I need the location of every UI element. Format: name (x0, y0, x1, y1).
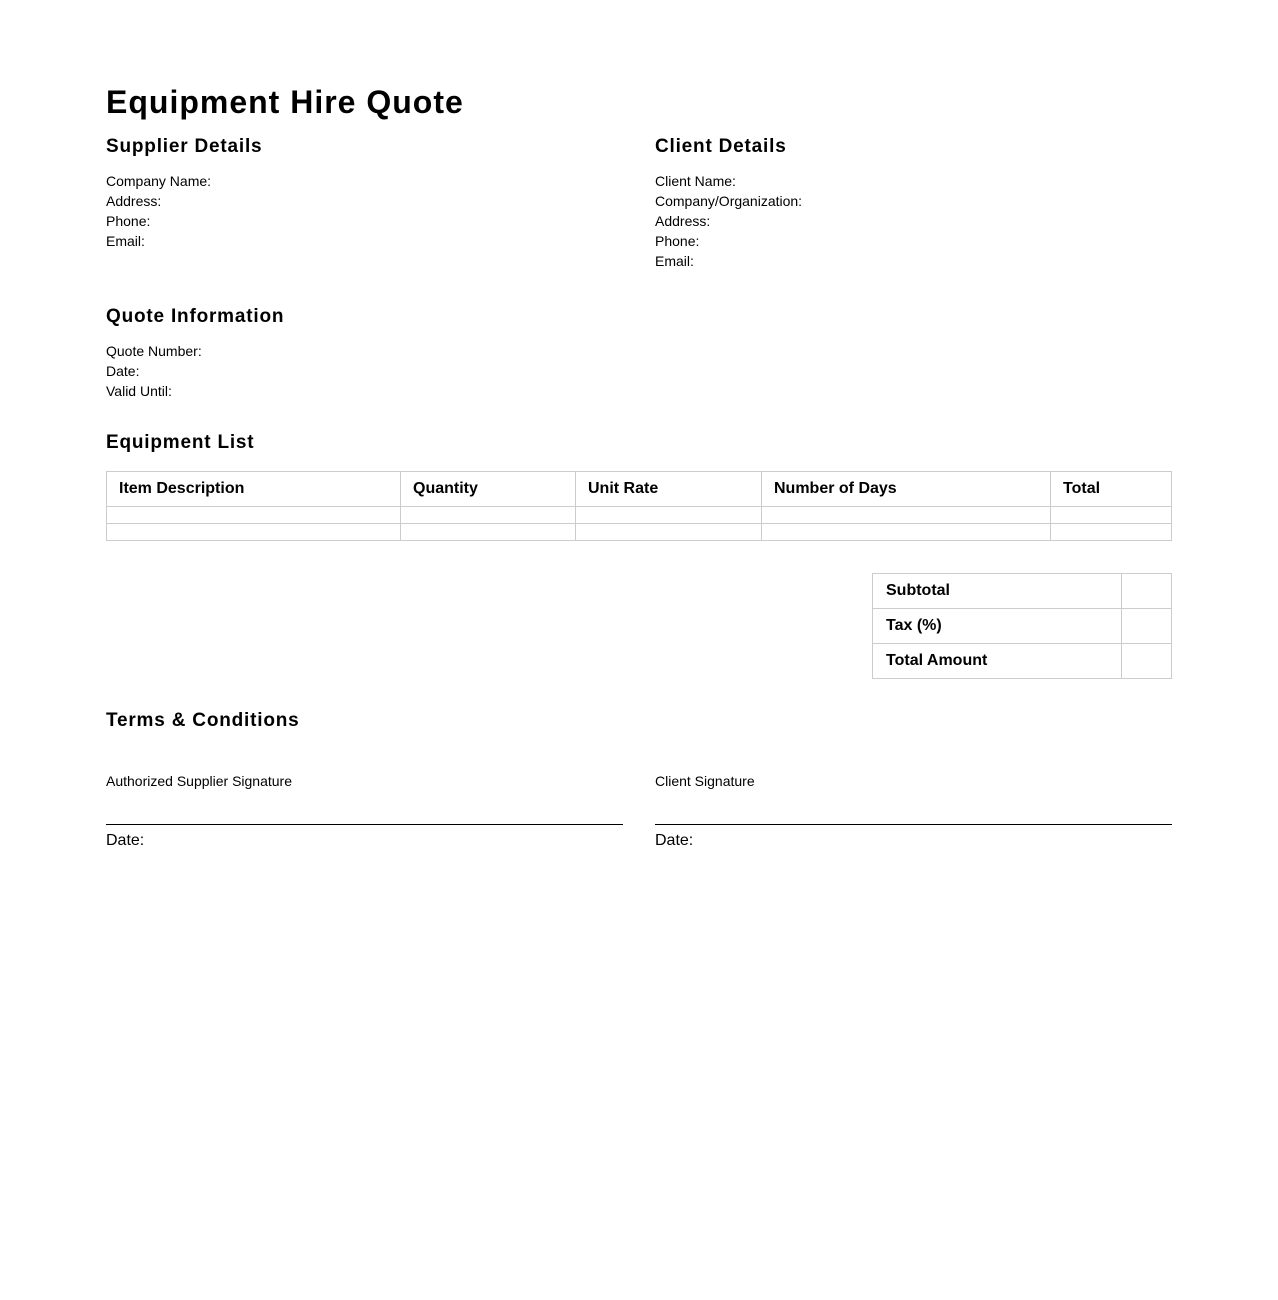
quote-information-section (106, 305, 626, 401)
cell-unit-rate[interactable] (576, 507, 762, 524)
total-amount-value[interactable] (1122, 644, 1172, 679)
supplier-signature-label: Authorized Supplier Signature (106, 773, 293, 789)
equipment-list-heading: Equipment List (106, 432, 255, 453)
cell-item-description[interactable] (107, 524, 401, 541)
client-signature-line[interactable] (655, 824, 1172, 825)
cell-item-description[interactable] (107, 507, 401, 524)
cell-unit-rate[interactable] (576, 524, 762, 541)
cell-total[interactable] (1051, 507, 1172, 524)
supplier-company-name-label: Company Name: (106, 173, 212, 189)
column-number-of-days: Number of Days (762, 472, 1051, 507)
quote-date-label: Date: (106, 363, 140, 379)
totals-table (872, 573, 1172, 679)
subtotal-label: Subtotal (873, 574, 1122, 609)
column-item-description: Item Description (107, 472, 401, 507)
page-title: Equipment Hire Quote (106, 84, 464, 120)
equipment-list-section (106, 431, 254, 455)
total-amount-row (873, 644, 1172, 679)
cell-quantity[interactable] (401, 507, 576, 524)
terms-section (106, 709, 300, 733)
cell-number-of-days[interactable] (762, 524, 1051, 541)
subtotal-row (873, 574, 1172, 609)
terms-heading: Terms & Conditions (106, 710, 300, 731)
client-signature-label: Client Signature (655, 773, 755, 789)
table-row (107, 524, 1172, 541)
client-address-label: Address: (655, 213, 711, 229)
supplier-email-label: Email: (106, 233, 145, 249)
column-total: Total (1051, 472, 1172, 507)
column-unit-rate: Unit Rate (576, 472, 762, 507)
table-row (107, 507, 1172, 524)
tax-value[interactable] (1122, 609, 1172, 644)
client-details-heading: Client Details (655, 136, 787, 157)
cell-quantity[interactable] (401, 524, 576, 541)
client-phone-label: Phone: (655, 233, 700, 249)
client-name-label: Client Name: (655, 173, 736, 189)
supplier-signature-block (106, 771, 623, 851)
supplier-signature-line[interactable] (106, 824, 623, 825)
cell-total[interactable] (1051, 524, 1172, 541)
subtotal-value[interactable] (1122, 574, 1172, 609)
table-header-row (107, 472, 1172, 507)
tax-row (873, 609, 1172, 644)
cell-number-of-days[interactable] (762, 507, 1051, 524)
total-amount-label: Total Amount (873, 644, 1122, 679)
client-signature-block (655, 771, 1172, 851)
supplier-date-label: Date: (106, 832, 145, 849)
quote-information-heading: Quote Information (106, 306, 285, 327)
client-company-label: Company/Organization: (655, 193, 803, 209)
tax-label: Tax (%) (873, 609, 1122, 644)
supplier-address-label: Address: (106, 193, 162, 209)
supplier-details-section (106, 135, 626, 251)
quote-number-label: Quote Number: (106, 343, 202, 359)
equipment-table (106, 471, 1172, 541)
client-date-label: Date: (655, 832, 694, 849)
client-email-label: Email: (655, 253, 694, 269)
client-details-section (655, 135, 1172, 271)
supplier-phone-label: Phone: (106, 213, 151, 229)
valid-until-label: Valid Until: (106, 383, 172, 399)
column-quantity: Quantity (401, 472, 576, 507)
supplier-details-heading: Supplier Details (106, 136, 263, 157)
